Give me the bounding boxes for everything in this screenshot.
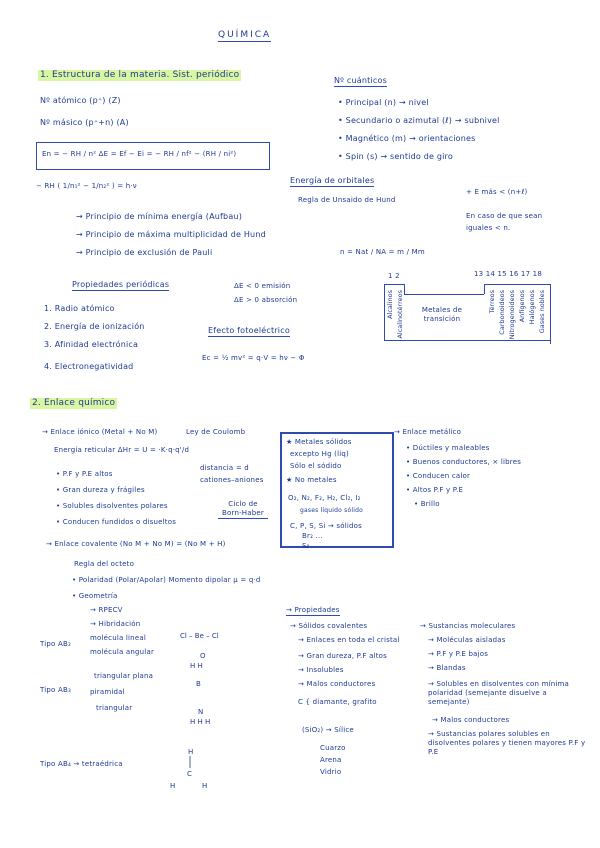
octet-rule: Regla del octeto [74, 560, 135, 568]
states-line: C, P, S, Si → sólidos [290, 522, 362, 530]
metallic-prop: • Brillo [414, 500, 440, 508]
qn-item: • Secundario o azimutal (ℓ) → subnivel [338, 116, 500, 125]
ab2-option: molécula angular [90, 648, 155, 656]
qn-item: • Spin (s) → sentido de giro [338, 152, 453, 161]
svg-text:B: B [196, 680, 201, 688]
group-label: Gases nobles [538, 290, 546, 334]
cov-solid-item: C { diamante, grafito [298, 698, 377, 706]
group-label: Térreos [488, 290, 496, 314]
emission-note: ΔE < 0 emisión [234, 282, 291, 290]
periodic-props-title: Propiedades periódicas [72, 280, 170, 289]
svg-text:H H H: H H H [190, 718, 211, 726]
states-line: S₈ [302, 542, 310, 550]
covalent-prop: → RPECV [90, 606, 123, 614]
covalent-prop: • Geometría [72, 592, 118, 600]
orbital-rule: Regla de Unsaido de Hund [298, 196, 396, 204]
states-line: O₂, N₂, F₂, H₂, Cl₂, I₂ [288, 494, 361, 502]
molecular-prop: → Blandas [428, 664, 466, 672]
covalent-prop: → Hibridación [90, 620, 141, 628]
orbital-case-2: iguales < n. [466, 224, 511, 232]
cov-solid-item: → Sólidos covalentes [290, 622, 368, 630]
metallic-prop: • Altos P.F y P.E [406, 486, 464, 494]
qn-item: • Principal (n) → nivel [338, 98, 429, 107]
ionic-prop: • P.F y P.E altos [56, 470, 113, 478]
cov-solid-item: → Enlaces en toda el cristal [298, 636, 400, 644]
cov-solid-item: (SiO₂) → Sílice [302, 726, 354, 734]
metallic-prop: • Dúctiles y maleables [406, 444, 490, 452]
page-title: QUÍMICA [218, 30, 272, 40]
molecular-prop: → Solubles en disolventes con mínima polaridad (semejante disuelve a semejante) [428, 680, 570, 706]
svg-text:C: C [187, 770, 192, 778]
group-label: Carbonoideos [498, 290, 506, 335]
svg-text:H: H [202, 782, 208, 790]
table-groups-left: 1 2 [388, 272, 400, 280]
covalent-prop: • Polaridad (Polar/Apolar) Momento dipolar μ = q·d [72, 576, 261, 584]
covalent-title: → Enlace covalente (No M + No M) = (No M + H) [46, 540, 226, 548]
states-line: Sólo el sódido [290, 462, 342, 470]
molecular-prop: → P.F y P.E bajos [428, 650, 489, 658]
born-haber-note: Ciclo de Born-Haber [218, 500, 268, 519]
group-label: Nitrogenoideos [508, 290, 516, 340]
moles-formula: n = Nat / NA = m / Mm [340, 248, 425, 256]
cov-solid-item: → Gran dureza, P.F altos [298, 652, 387, 660]
group-label: Halógenos [528, 290, 536, 325]
quantum-numbers-title: Nº cuánticos [334, 76, 387, 85]
absorption-note: ΔE > 0 absorción [234, 296, 298, 304]
svg-text:H: H [188, 748, 194, 756]
ab2-option: molécula lineal [90, 634, 146, 642]
metallic-prop: • Conducen calor [406, 472, 471, 480]
cation-anion-note: cationes–aniones [200, 476, 264, 484]
metallic-prop: • Buenos conductores, ⨯ libres [406, 458, 522, 466]
principle-pauli: → Principio de exclusión de Pauli [76, 248, 213, 257]
photoelectric-formula: Ec = ½ mv² = q·V = hν − Φ [202, 354, 305, 362]
distance-note: distancia = d [200, 464, 249, 472]
svg-text:Cl – Be – Cl: Cl – Be – Cl [180, 632, 219, 640]
prop-item: 3. Afinidad electrónica [44, 340, 139, 349]
molecular-prop: → Malos conductores [432, 716, 510, 724]
ionic-prop: • Gran dureza y frágiles [56, 486, 145, 494]
svg-text:O: O [200, 652, 206, 660]
type-ab3: Tipo AB₃ [40, 686, 71, 694]
ab3-option: triangular [96, 704, 133, 712]
cov-solid-item: → Insolubles [298, 666, 344, 674]
cov-solid-item: Vidrio [320, 768, 342, 776]
orbital-case: En caso de que sean [466, 212, 543, 220]
molecule-sketches [180, 628, 260, 748]
table-groups-right: 13 14 15 16 17 18 [474, 270, 542, 278]
section-1-heading: 1. Estructura de la materia. Sist. periódico [40, 70, 240, 80]
svg-text:H: H [170, 782, 176, 790]
metallic-title: → Enlace metálico [394, 428, 462, 436]
ab3-option: triangular plana [94, 672, 154, 680]
mass-number: Nº másico (p⁺+n) (A) [40, 118, 129, 127]
cov-solid-item: → Malos conductores [298, 680, 376, 688]
svg-text:H H: H H [190, 662, 203, 670]
type-ab4: Tipo AB₄ → tetraédrica [40, 760, 123, 768]
orbital-rule-2: + E más < (n+ℓ) [466, 188, 528, 196]
states-line: gases líquido sólido [300, 507, 363, 514]
ionic-title: → Enlace iónico (Metal + No M) [42, 428, 158, 436]
ab3-option: piramidal [90, 688, 125, 696]
group-label: Anfígenos [518, 290, 526, 323]
group-label: Alcalinotérreos [396, 290, 404, 339]
molecular-prop: → Moléculas aisladas [428, 636, 506, 644]
principle-hund: → Principio de máxima multiplicidad de Hund [76, 230, 266, 239]
photoelectric-title: Efecto fotoeléctrico [208, 326, 290, 335]
type-ab2: Tipo AB₂ [40, 640, 71, 648]
molecular-prop: → Sustancias polares solubles en disolventes polares y tienen mayores P.F y P.E [428, 730, 586, 756]
lattice-energy: Energía reticular ΔHr = U = ·K·q·q'/d [54, 446, 190, 454]
prop-item: 4. Electronegatividad [44, 362, 134, 371]
cov-solid-item: Arena [320, 756, 342, 764]
principle-aufbau: → Principio de mínima energía (Aufbau) [76, 212, 243, 221]
prop-item: 1. Radio atómico [44, 304, 115, 313]
cov-solid-item: Cuarzo [320, 744, 346, 752]
group-label: Alcalinos [386, 290, 394, 319]
rydberg-formula: − RH ( 1/n₁² − 1/n₂² ) = h·ν [36, 182, 137, 190]
states-line: Br₂ ... [302, 532, 323, 540]
states-line: ★ Metales sólidos [286, 438, 352, 446]
molecular-title: → Sustancias moleculares [420, 622, 516, 630]
bohr-formula: En = − RH / n² ΔE = Ef − Ei = − RH / nf² − (RH / ni²) [42, 150, 237, 158]
qn-item: • Magnético (m) → orientaciones [338, 134, 476, 143]
svg-text:N: N [198, 708, 204, 716]
states-line: ★ No metales [286, 476, 337, 484]
section-2-heading: 2. Enlace químico [32, 398, 116, 408]
tetrahedral-sketch [170, 744, 220, 794]
group-label: Metales de transición [421, 306, 463, 323]
ionic-prop: • Solubles disolventes polares [56, 502, 168, 510]
prop-item: 2. Energía de ionización [44, 322, 145, 331]
ionic-attraction: Ley de Coulomb [186, 428, 246, 436]
states-line: excepto Hg (liq) [290, 450, 349, 458]
properties-title: → Propiedades [286, 606, 340, 614]
ionic-prop: • Conducen fundidos o disueltos [56, 518, 177, 526]
orbital-energy-title: Energía de orbitales [290, 176, 375, 185]
atomic-number: Nº atómico (p⁺) (Z) [40, 96, 121, 105]
